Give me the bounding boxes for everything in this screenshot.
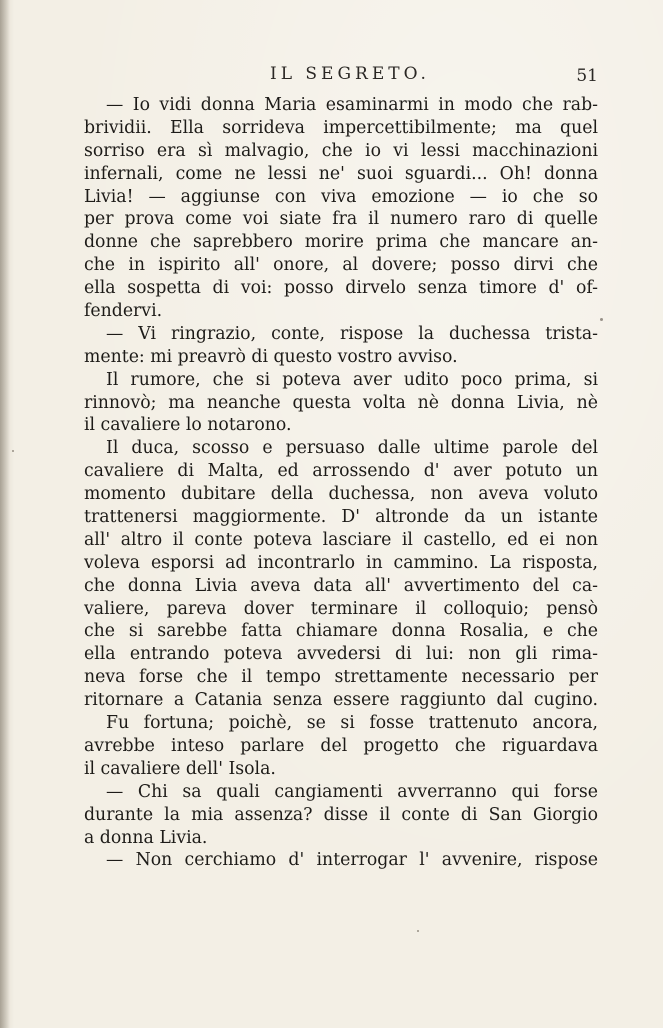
text-line: infernali, come ne lessi ne' suoi sguardi... Oh! donna bbox=[84, 163, 598, 184]
text-line: valiere, pareva dover terminare il colloquio; pensò bbox=[84, 598, 598, 619]
body-text bbox=[84, 94, 598, 872]
text-line: Fu fortuna; poichè, se si fosse trattenuto ancora, bbox=[106, 713, 598, 734]
text-line: fendervi. bbox=[84, 301, 163, 322]
text-line: che si sarebbe fatta chiamare donna Rosalia, e che bbox=[84, 621, 598, 642]
text-line: — Io vidi donna Maria esaminarmi in modo che rab- bbox=[106, 95, 598, 115]
paper-speck bbox=[600, 318, 603, 321]
page-header bbox=[78, 64, 598, 92]
text-line: — Non cerchiamo d' interrogar l' avvenire, rispose bbox=[106, 850, 598, 871]
text-line: — Chi sa quali cangiamenti avverranno qui forse bbox=[106, 781, 598, 802]
paper-speck bbox=[12, 450, 14, 452]
text-line: ella entrando poteva avvedersi di lui: non gli rima- bbox=[84, 644, 598, 665]
text-line: avrebbe inteso parlare del progetto che riguardava bbox=[84, 735, 598, 756]
text-line: ella sospetta di voi: posso dirvelo senza timore d' of- bbox=[84, 278, 598, 299]
text-line: Livia! — aggiunse con viva emozione — io che so bbox=[84, 186, 598, 207]
text-line: momento dubitare della duchessa, non aveva voluto bbox=[84, 484, 598, 505]
text-line: che in ispirito all' onore, al dovere; posso dirvi che bbox=[84, 255, 598, 276]
text-line: mente: mi preavrò di questo vostro avviso. bbox=[84, 346, 458, 367]
text-line: brividii. Ella sorrideva impercettibilmente; ma quel bbox=[84, 117, 598, 138]
text-line: rinnovò; ma neanche questa volta nè donna Livia, nè bbox=[84, 392, 598, 413]
text-line: il cavaliere dell' Isola. bbox=[84, 758, 276, 779]
text-line: trattenersi maggiormente. D' altronde da un istante bbox=[84, 507, 598, 528]
binding-shadow bbox=[0, 0, 10, 1028]
text-line: che donna Livia aveva data all' avvertimento del ca- bbox=[84, 575, 598, 596]
text-line: Il duca, scosso e persuaso dalle ultime parole del bbox=[106, 438, 598, 459]
text-line: all' altro il conte poteva lasciare il castello, ed ei non bbox=[84, 529, 598, 550]
text-line: ritornare a Catania senza essere raggiunto dal cugino. bbox=[84, 690, 598, 711]
text-line: — Vi ringrazio, conte, rispose la duchessa trista- bbox=[106, 323, 598, 344]
page-number: 51 bbox=[576, 66, 598, 86]
text-line: donne che saprebbero morire prima che mancare an- bbox=[84, 232, 598, 253]
text-line: il cavaliere lo notarono. bbox=[84, 415, 292, 436]
paper-speck bbox=[417, 930, 419, 932]
text-line: Il rumore, che si poteva aver udito poco prima, si bbox=[106, 369, 598, 390]
text-line: voleva esporsi ad incontrarlo in cammino. La risposta, bbox=[84, 552, 598, 573]
text-line: a donna Livia. bbox=[84, 827, 208, 848]
text-line: neva forse che il tempo strettamente necessario per bbox=[84, 667, 598, 688]
running-title: IL SEGRETO. bbox=[270, 64, 430, 84]
text-line: cavaliere di Malta, ed arrossendo d' aver potuto un bbox=[84, 461, 598, 482]
text-line: durante la mia assenza? disse il conte di San Giorgio bbox=[84, 804, 598, 825]
text-line: sorriso era sì malvagio, che io vi lessi macchinazioni bbox=[84, 140, 598, 161]
text-line: per prova come voi siate fra il numero raro di quelle bbox=[84, 209, 598, 230]
